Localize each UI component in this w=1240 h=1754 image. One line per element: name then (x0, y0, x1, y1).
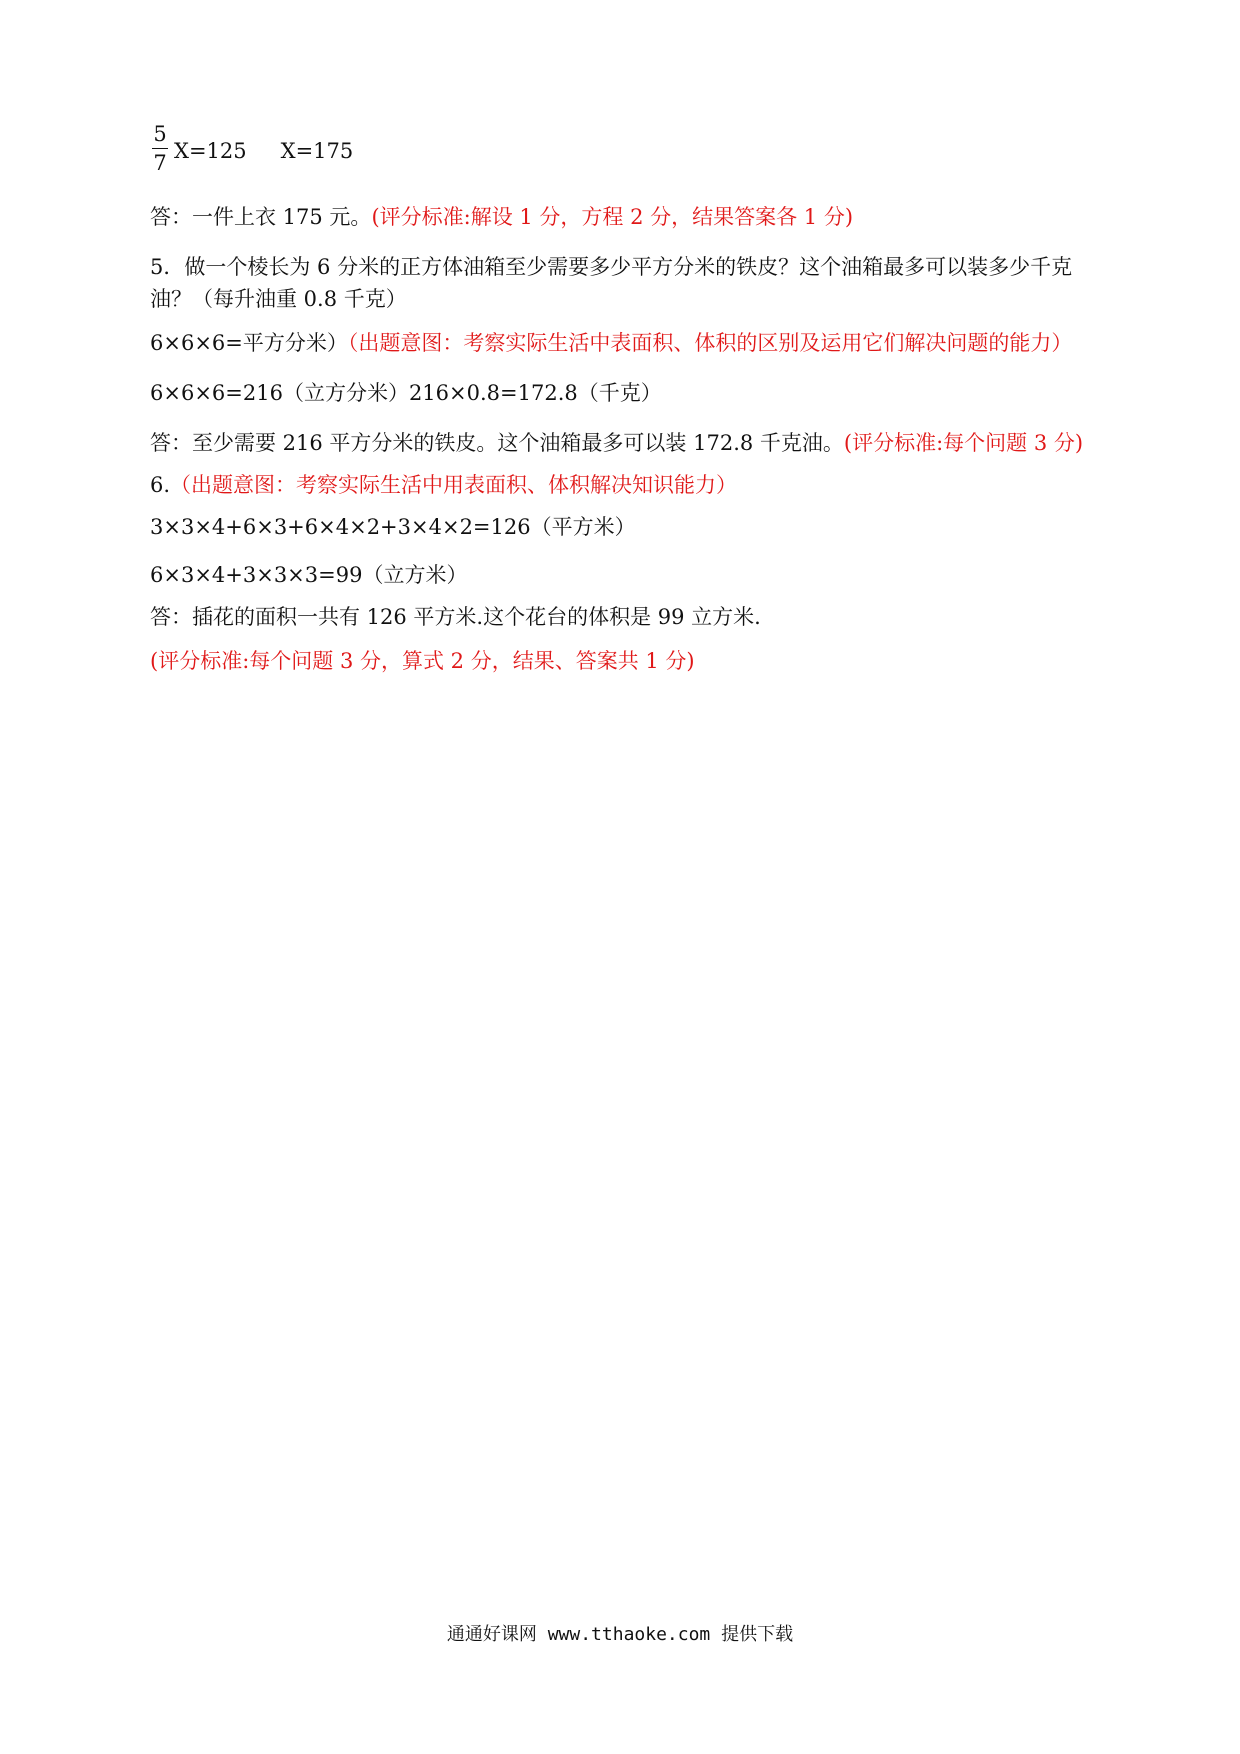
page-footer: 通通好课网 www.tthaoke.com 提供下载 (446, 1624, 794, 1645)
question-5-line2: 油？（每升油重 0.8 千克） (150, 287, 407, 311)
fraction-numerator: 5 (153, 122, 167, 146)
fraction-denominator: 7 (153, 151, 167, 175)
question-6-score: (评分标准:每个问题 3 分，算式 2 分，结果、答案共 1 分) (150, 649, 695, 673)
fraction (150, 122, 170, 175)
question-5-intent: （出题意图：考察实际生活中表面积、体积的区别及运用它们解决问题的能力） (347, 331, 1073, 355)
question-6-calc2: 6×3×4+3×3×3=99（立方米） (150, 563, 468, 587)
question-6-number: 6. (150, 473, 171, 497)
question-6-answer: 答：插花的面积一共有 126 平方米.这个花台的体积是 99 立方米. (150, 605, 761, 629)
question-6-header (150, 470, 737, 500)
question-5-calc2: 6×6×6=216（立方分米）216×0.8=172.8（千克） (150, 381, 662, 405)
question-5-line1: 5．做一个棱长为 6 分米的正方体油箱至少需要多少平方分米的铁皮？这个油箱最多可以装多少千克 (150, 255, 1073, 279)
equation-part1: X=125 (174, 139, 247, 163)
question-5-score: (评分标准:每个问题 3 分) (843, 431, 1084, 455)
equation-part2: X=175 (280, 139, 354, 163)
answer-4-score: (评分标准:解设 1 分，方程 2 分，结果答案各 1 分) (371, 205, 854, 229)
question-5-answer (150, 428, 1083, 458)
question-5-answer-text: 答：至少需要 216 平方分米的铁皮。这个油箱最多可以装 172.8 千克油。 (150, 431, 844, 455)
question-6-intent: （出题意图：考察实际生活中用表面积、体积解决知识能力） (170, 473, 738, 497)
fraction-bar (152, 148, 168, 149)
answer-4-text: 答：一件上衣 175 元。 (150, 205, 372, 229)
equation-line (174, 136, 353, 166)
question-5-calc1 (150, 328, 1072, 358)
answer-4 (150, 202, 853, 232)
question-5-calc1-text: 6×6×6=平方分米） (150, 331, 348, 355)
question-6-calc1: 3×3×4+6×3+6×4×2+3×4×2=126（平方米） (150, 515, 636, 539)
